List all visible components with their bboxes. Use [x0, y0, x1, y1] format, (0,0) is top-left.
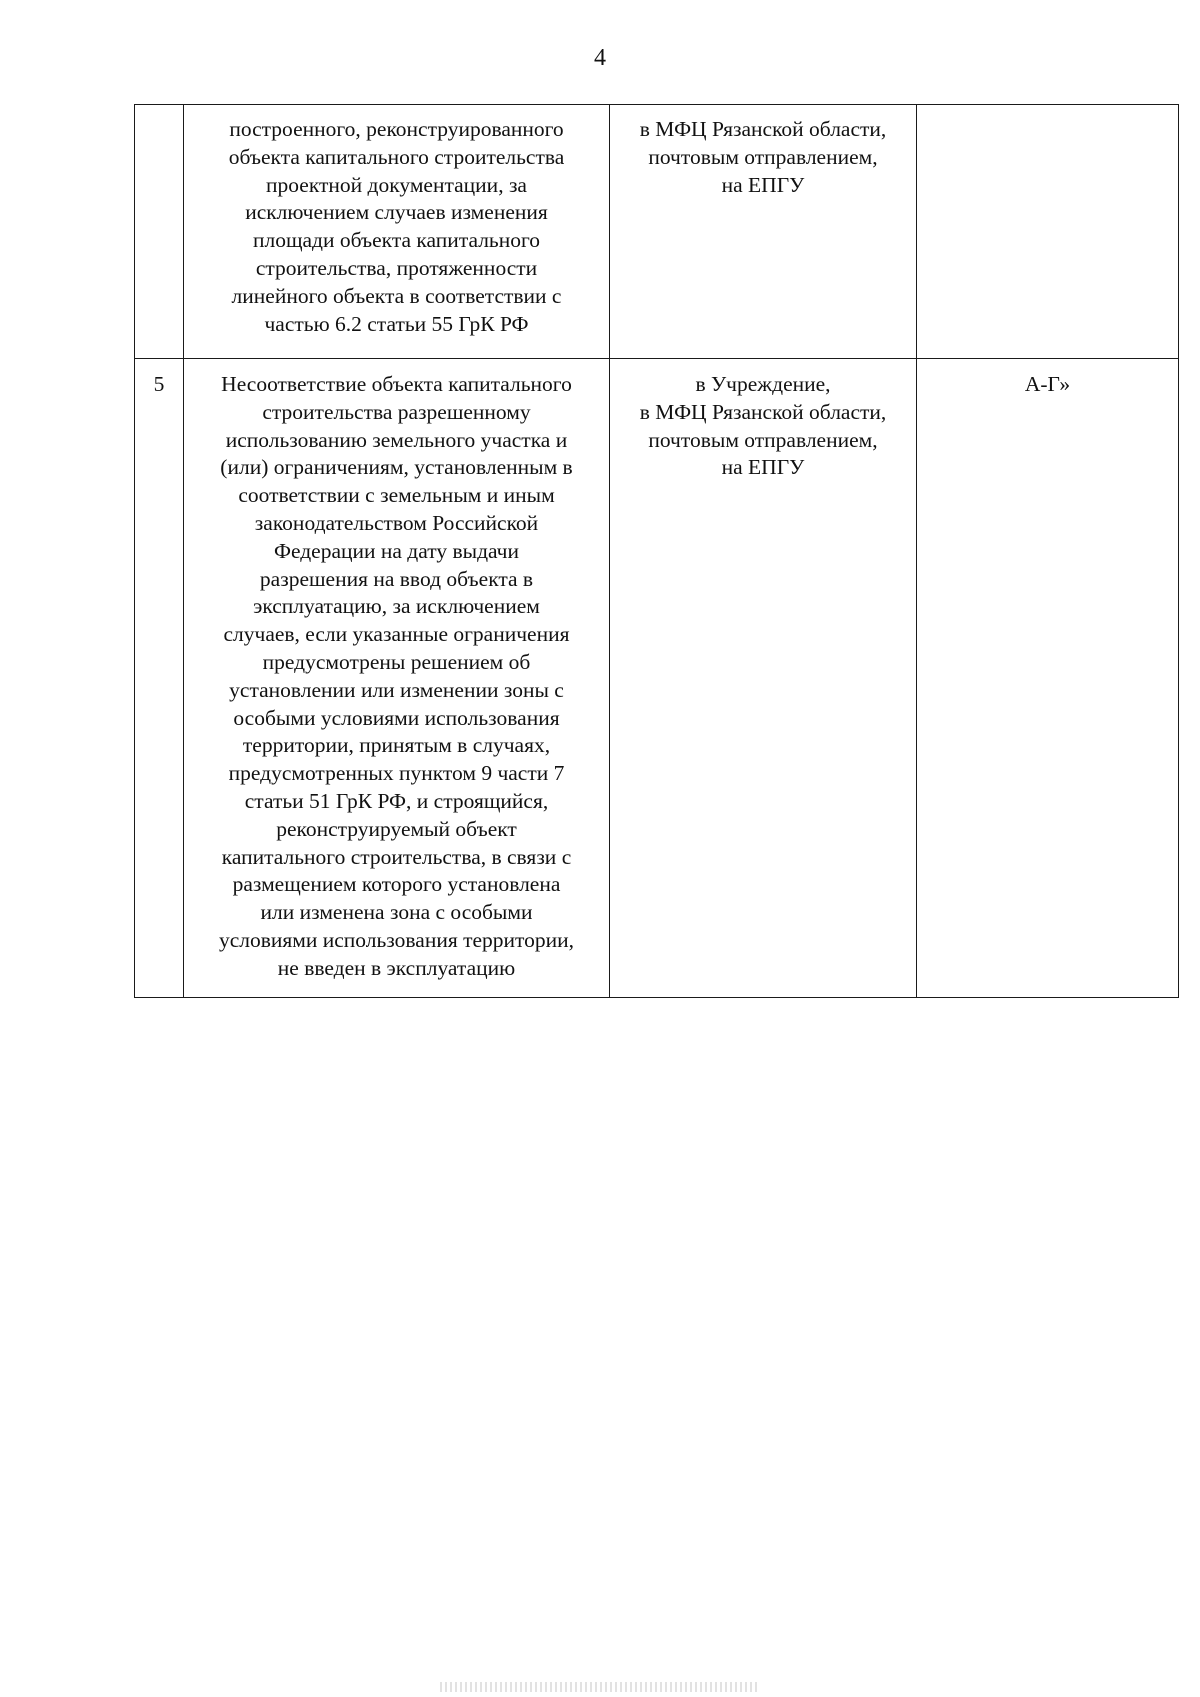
reason-cell: [184, 359, 610, 998]
reason-line: строительства, протяженности: [255, 255, 538, 280]
reason-line: разрешения на ввод объекта в: [259, 566, 534, 591]
reason-line: или изменена зона с особыми: [260, 900, 533, 925]
reason-line: случаев, если указанные ограничения: [223, 622, 570, 647]
reason-line: (или) ограничениям, установленным в: [220, 455, 573, 480]
reason-line: частью 6.2 статьи 55 ГрК РФ: [264, 311, 529, 336]
reason-line: предусмотрены решением об: [262, 649, 531, 674]
reason-line: условиями использования территории,: [218, 927, 575, 952]
table-row: [135, 359, 1179, 998]
grounds-table: [134, 104, 1179, 998]
reason-line: Федерации на дату выдачи: [273, 538, 520, 563]
reason-line: не введен в эксплуатацию: [277, 955, 516, 980]
row-number-cell: [135, 105, 184, 359]
reason-line: статьи 51 ГрК РФ, и строящийся,: [244, 788, 549, 813]
submission-method-cell: [610, 105, 917, 359]
reason-line: строительства разрешенному: [262, 399, 531, 424]
method-line: в МФЦ Рязанской области,: [639, 399, 887, 424]
code-cell: [917, 105, 1179, 359]
reason-line: установлении или изменении зоны с: [229, 677, 564, 702]
method-line: в Учреждение,: [695, 372, 831, 396]
row-number-cell: 5: [135, 359, 184, 998]
reason-line: размещением которого установлена: [232, 872, 561, 897]
method-line: на ЕПГУ: [721, 172, 805, 197]
page-number: 4: [594, 45, 606, 71]
reason-line: соответствии с земельным и иным: [238, 483, 555, 508]
reason-line: исключением случаев изменения: [245, 200, 548, 225]
method-line: почтовым отправлением,: [648, 427, 878, 452]
reason-line: законодательством Российской: [254, 510, 539, 535]
code-cell: А-Г»: [917, 359, 1179, 998]
table-row: [135, 105, 1179, 359]
reason-line: капитального строительства, в связи с: [221, 844, 572, 869]
reason-line: территории, принятым в случаях,: [242, 733, 551, 758]
reason-line: объекта капитального строительства: [228, 144, 565, 169]
reason-line: эксплуатацию, за исключением: [253, 594, 540, 619]
method-line: в МФЦ Рязанской области,: [639, 117, 887, 141]
reason-line: площади объекта капитального: [252, 228, 541, 253]
reason-line: построенного, реконструированного: [229, 117, 564, 141]
reason-line: использованию земельного участка и: [225, 427, 568, 452]
reason-line: предусмотренных пунктом 9 части 7: [228, 761, 565, 786]
reason-line: реконструируемый объект: [276, 816, 517, 841]
method-line: почтовым отправлением,: [648, 144, 878, 169]
reason-line: особыми условиями использования: [233, 705, 560, 730]
reason-cell: [184, 105, 610, 359]
reason-line: проектной документации, за: [266, 172, 527, 197]
scan-speckle: [440, 1682, 760, 1692]
reason-line: линейного объекта в соответствии с: [231, 283, 562, 308]
method-line: на ЕПГУ: [721, 455, 805, 480]
reason-line: Несоответствие объекта капитального: [221, 372, 572, 396]
submission-method-cell: [610, 359, 917, 998]
